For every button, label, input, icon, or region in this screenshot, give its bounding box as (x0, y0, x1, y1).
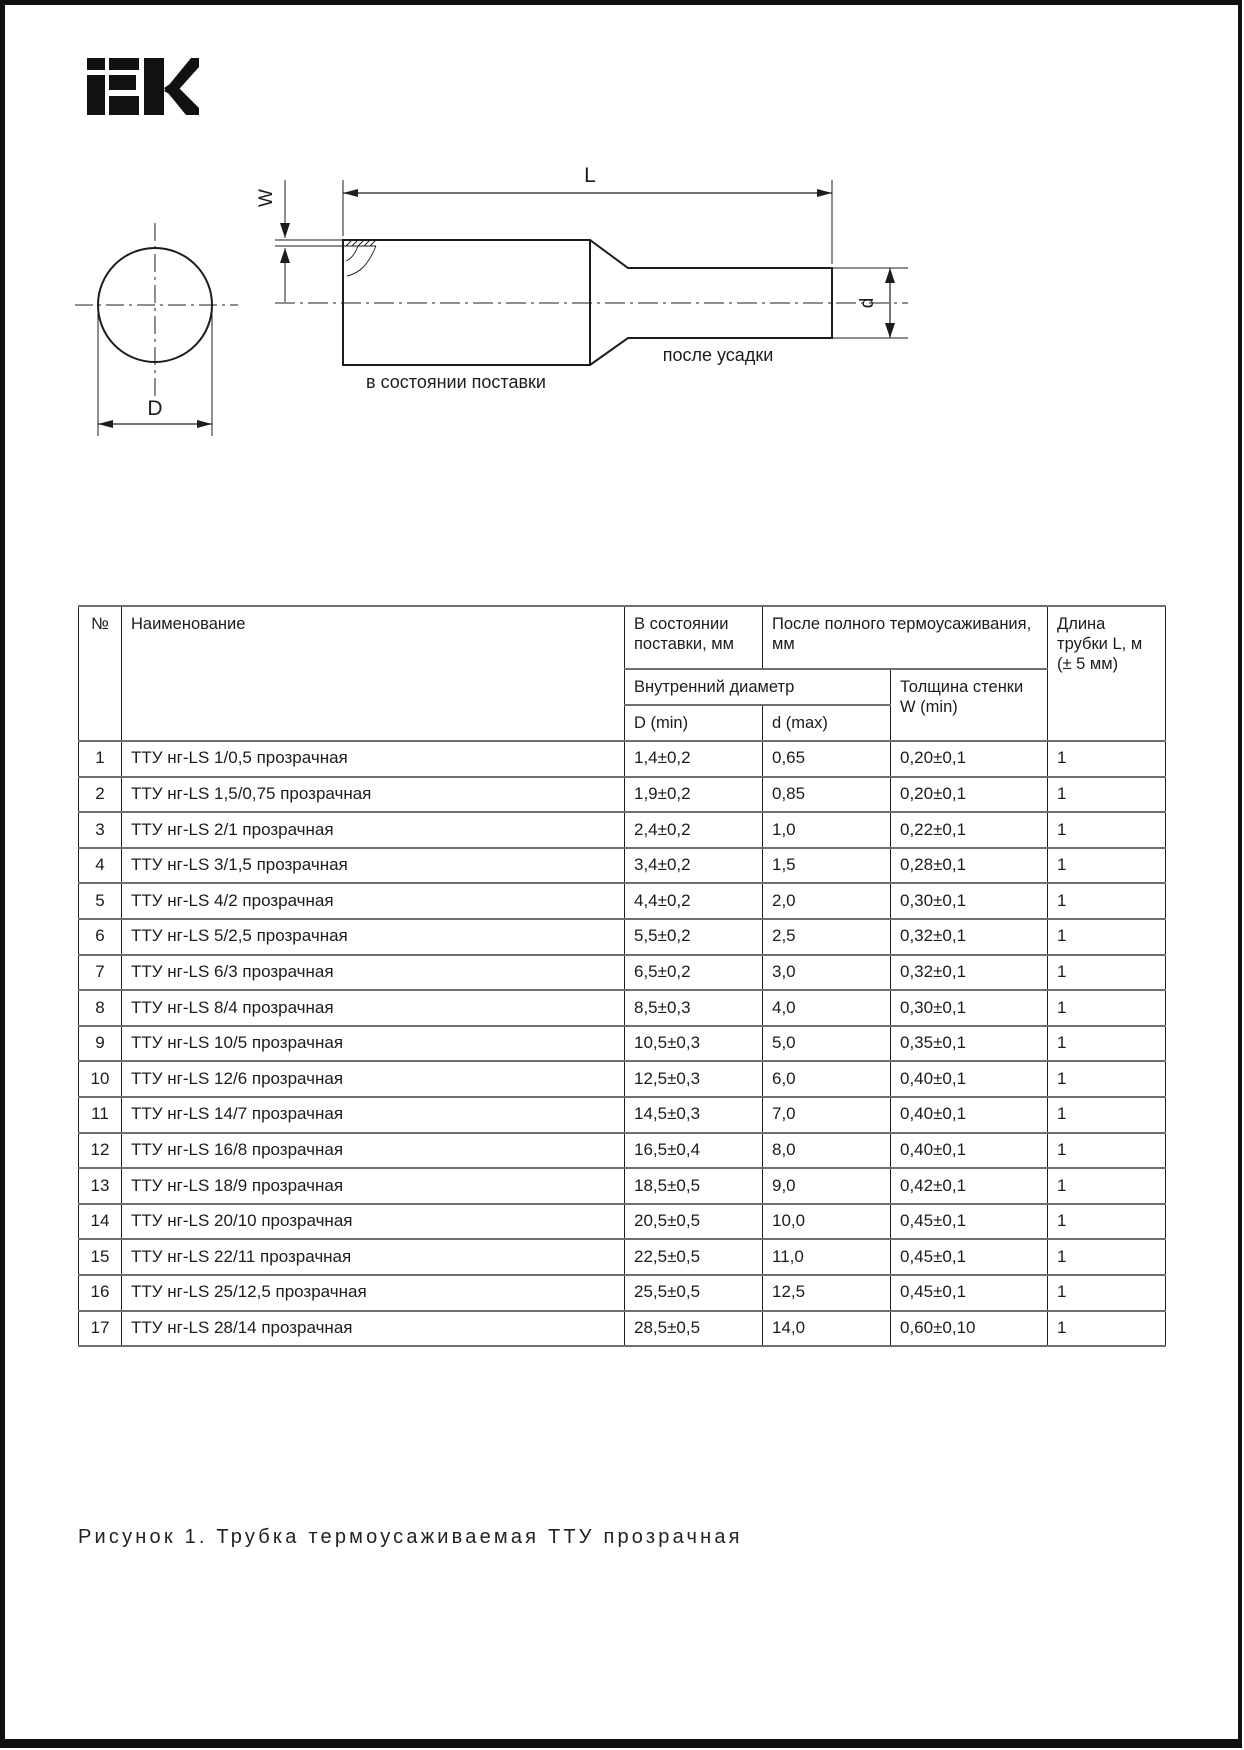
cell-length: 1 (1048, 1311, 1166, 1347)
dim-label-L: L (584, 164, 596, 187)
cell-d-max: 3,0 (763, 955, 891, 991)
table-row (79, 919, 1166, 955)
cell-d-max: 6,0 (763, 1061, 891, 1097)
cell-length: 1 (1048, 1204, 1166, 1240)
cell-name: ТТУ нг-LS 20/10 прозрачная (122, 1204, 625, 1240)
cell-length: 1 (1048, 1239, 1166, 1275)
cell-num: 2 (79, 777, 122, 813)
cell-d-min: 14,5±0,3 (625, 1097, 763, 1133)
cell-w-min: 0,45±0,1 (891, 1275, 1048, 1311)
cell-w-min: 0,30±0,1 (891, 990, 1048, 1026)
cell-d-min: 8,5±0,3 (625, 990, 763, 1026)
cell-name: ТТУ нг-LS 8/4 прозрачная (122, 990, 625, 1026)
cell-d-max: 0,65 (763, 741, 891, 777)
cell-w-min: 0,32±0,1 (891, 919, 1048, 955)
cell-length: 1 (1048, 1133, 1166, 1169)
dim-label-W: W (256, 189, 277, 207)
cell-d-max: 8,0 (763, 1133, 891, 1169)
cell-w-min: 0,60±0,10 (891, 1311, 1048, 1347)
cell-length: 1 (1048, 1061, 1166, 1097)
cell-w-min: 0,45±0,1 (891, 1204, 1048, 1240)
cell-d-min: 10,5±0,3 (625, 1026, 763, 1062)
col-header-inner-diameter: Внутренний диаметр (625, 669, 891, 705)
cell-name: ТТУ нг-LS 28/14 прозрачная (122, 1311, 625, 1347)
cell-w-min: 0,40±0,1 (891, 1133, 1048, 1169)
cell-num: 3 (79, 812, 122, 848)
cell-d-min: 4,4±0,2 (625, 883, 763, 919)
cell-num: 14 (79, 1204, 122, 1240)
cell-num: 1 (79, 741, 122, 777)
col-header-after-shrink: После полного термоусаживания, мм (763, 606, 1048, 669)
table-row (79, 777, 1166, 813)
cell-d-min: 1,4±0,2 (625, 741, 763, 777)
cell-d-max: 2,5 (763, 919, 891, 955)
cell-length: 1 (1048, 812, 1166, 848)
table-row (79, 990, 1166, 1026)
cell-name: ТТУ нг-LS 5/2,5 прозрачная (122, 919, 625, 955)
cell-name: ТТУ нг-LS 10/5 прозрачная (122, 1026, 625, 1062)
col-header-supply-state: В состоянии поставки, мм (625, 606, 763, 669)
table-row (79, 1168, 1166, 1204)
cell-d-max: 5,0 (763, 1026, 891, 1062)
cell-d-min: 5,5±0,2 (625, 919, 763, 955)
col-header-tube-length: Длина трубки L, м (± 5 мм) (1048, 606, 1166, 741)
cell-d-max: 1,5 (763, 848, 891, 884)
cell-d-max: 1,0 (763, 812, 891, 848)
cell-name: ТТУ нг-LS 12/6 прозрачная (122, 1061, 625, 1097)
tube-diagram (60, 140, 940, 475)
cell-num: 5 (79, 883, 122, 919)
cell-d-min: 28,5±0,5 (625, 1311, 763, 1347)
cell-w-min: 0,32±0,1 (891, 955, 1048, 991)
cell-d-min: 3,4±0,2 (625, 848, 763, 884)
cell-d-max: 2,0 (763, 883, 891, 919)
table-row (79, 1239, 1166, 1275)
cell-length: 1 (1048, 1097, 1166, 1133)
col-header-wall-thickness: Толщина стенки W (min) (891, 669, 1048, 741)
cell-length: 1 (1048, 848, 1166, 884)
cell-w-min: 0,20±0,1 (891, 741, 1048, 777)
cell-length: 1 (1048, 919, 1166, 955)
cell-w-min: 0,35±0,1 (891, 1026, 1048, 1062)
cell-w-min: 0,45±0,1 (891, 1239, 1048, 1275)
cell-num: 7 (79, 955, 122, 991)
cell-num: 15 (79, 1239, 122, 1275)
cell-name: ТТУ нг-LS 6/3 прозрачная (122, 955, 625, 991)
cell-d-max: 0,85 (763, 777, 891, 813)
cell-length: 1 (1048, 1168, 1166, 1204)
iek-logo-graphic (87, 58, 199, 115)
table-row (79, 1311, 1166, 1347)
label-after-shrink: после усадки (662, 345, 774, 365)
cell-d-min: 18,5±0,5 (625, 1168, 763, 1204)
cell-name: ТТУ нг-LS 2/1 прозрачная (122, 812, 625, 848)
cell-length: 1 (1048, 1275, 1166, 1311)
cell-num: 9 (79, 1026, 122, 1062)
dim-label-d: d (857, 297, 878, 309)
spec-table (78, 605, 1166, 1347)
cell-d-min: 16,5±0,4 (625, 1133, 763, 1169)
cell-name: ТТУ нг-LS 1/0,5 прозрачная (122, 741, 625, 777)
cell-name: ТТУ нг-LS 25/12,5 прозрачная (122, 1275, 625, 1311)
cell-num: 11 (79, 1097, 122, 1133)
cell-w-min: 0,30±0,1 (891, 883, 1048, 919)
cell-name: ТТУ нг-LS 1,5/0,75 прозрачная (122, 777, 625, 813)
col-header-d-min: D (min) (625, 705, 763, 741)
cell-w-min: 0,42±0,1 (891, 1168, 1048, 1204)
cell-length: 1 (1048, 990, 1166, 1026)
cell-d-min: 12,5±0,3 (625, 1061, 763, 1097)
table-row (79, 1061, 1166, 1097)
cell-d-min: 20,5±0,5 (625, 1204, 763, 1240)
table-row (79, 812, 1166, 848)
cell-length: 1 (1048, 955, 1166, 991)
cell-num: 12 (79, 1133, 122, 1169)
cell-num: 6 (79, 919, 122, 955)
table-row (79, 883, 1166, 919)
cell-w-min: 0,40±0,1 (891, 1097, 1048, 1133)
cell-d-min: 2,4±0,2 (625, 812, 763, 848)
col-header-num: № (79, 606, 122, 741)
table-row (79, 1133, 1166, 1169)
cell-d-max: 7,0 (763, 1097, 891, 1133)
cell-name: ТТУ нг-LS 4/2 прозрачная (122, 883, 625, 919)
cell-name: ТТУ нг-LS 14/7 прозрачная (122, 1097, 625, 1133)
cell-name: ТТУ нг-LS 18/9 прозрачная (122, 1168, 625, 1204)
spec-table-head (79, 606, 1166, 741)
col-header-d-max: d (max) (763, 705, 891, 741)
cell-length: 1 (1048, 1026, 1166, 1062)
cell-w-min: 0,20±0,1 (891, 777, 1048, 813)
cell-d-max: 4,0 (763, 990, 891, 1026)
table-body (79, 741, 1166, 1346)
cell-d-max: 12,5 (763, 1275, 891, 1311)
cell-w-min: 0,22±0,1 (891, 812, 1048, 848)
cell-length: 1 (1048, 777, 1166, 813)
cell-num: 8 (79, 990, 122, 1026)
cell-name: ТТУ нг-LS 3/1,5 прозрачная (122, 848, 625, 884)
cell-length: 1 (1048, 883, 1166, 919)
figure-caption: Рисунок 1. Трубка термоусаживаемая ТТУ прозрачная (78, 1526, 743, 1548)
cell-length: 1 (1048, 741, 1166, 777)
table-row (79, 1097, 1166, 1133)
cell-name: ТТУ нг-LS 16/8 прозрачная (122, 1133, 625, 1169)
cell-d-max: 11,0 (763, 1239, 891, 1275)
cell-d-min: 22,5±0,5 (625, 1239, 763, 1275)
cell-d-min: 6,5±0,2 (625, 955, 763, 991)
table-row (79, 1026, 1166, 1062)
dim-label-D: D (147, 397, 163, 420)
cell-d-max: 10,0 (763, 1204, 891, 1240)
cell-num: 4 (79, 848, 122, 884)
table-row (79, 741, 1166, 777)
cell-num: 16 (79, 1275, 122, 1311)
cell-name: ТТУ нг-LS 22/11 прозрачная (122, 1239, 625, 1275)
col-header-name: Наименование (122, 606, 625, 741)
iek-logo (87, 58, 199, 115)
cell-d-max: 9,0 (763, 1168, 891, 1204)
cell-num: 10 (79, 1061, 122, 1097)
cell-d-max: 14,0 (763, 1311, 891, 1347)
cell-w-min: 0,28±0,1 (891, 848, 1048, 884)
label-supply-state: в состоянии поставки (366, 372, 546, 392)
table-row (79, 848, 1166, 884)
cell-d-min: 1,9±0,2 (625, 777, 763, 813)
cell-d-min: 25,5±0,5 (625, 1275, 763, 1311)
cell-w-min: 0,40±0,1 (891, 1061, 1048, 1097)
table-row (79, 955, 1166, 991)
cell-num: 13 (79, 1168, 122, 1204)
table-row (79, 1204, 1166, 1240)
cell-num: 17 (79, 1311, 122, 1347)
table-row (79, 1275, 1166, 1311)
